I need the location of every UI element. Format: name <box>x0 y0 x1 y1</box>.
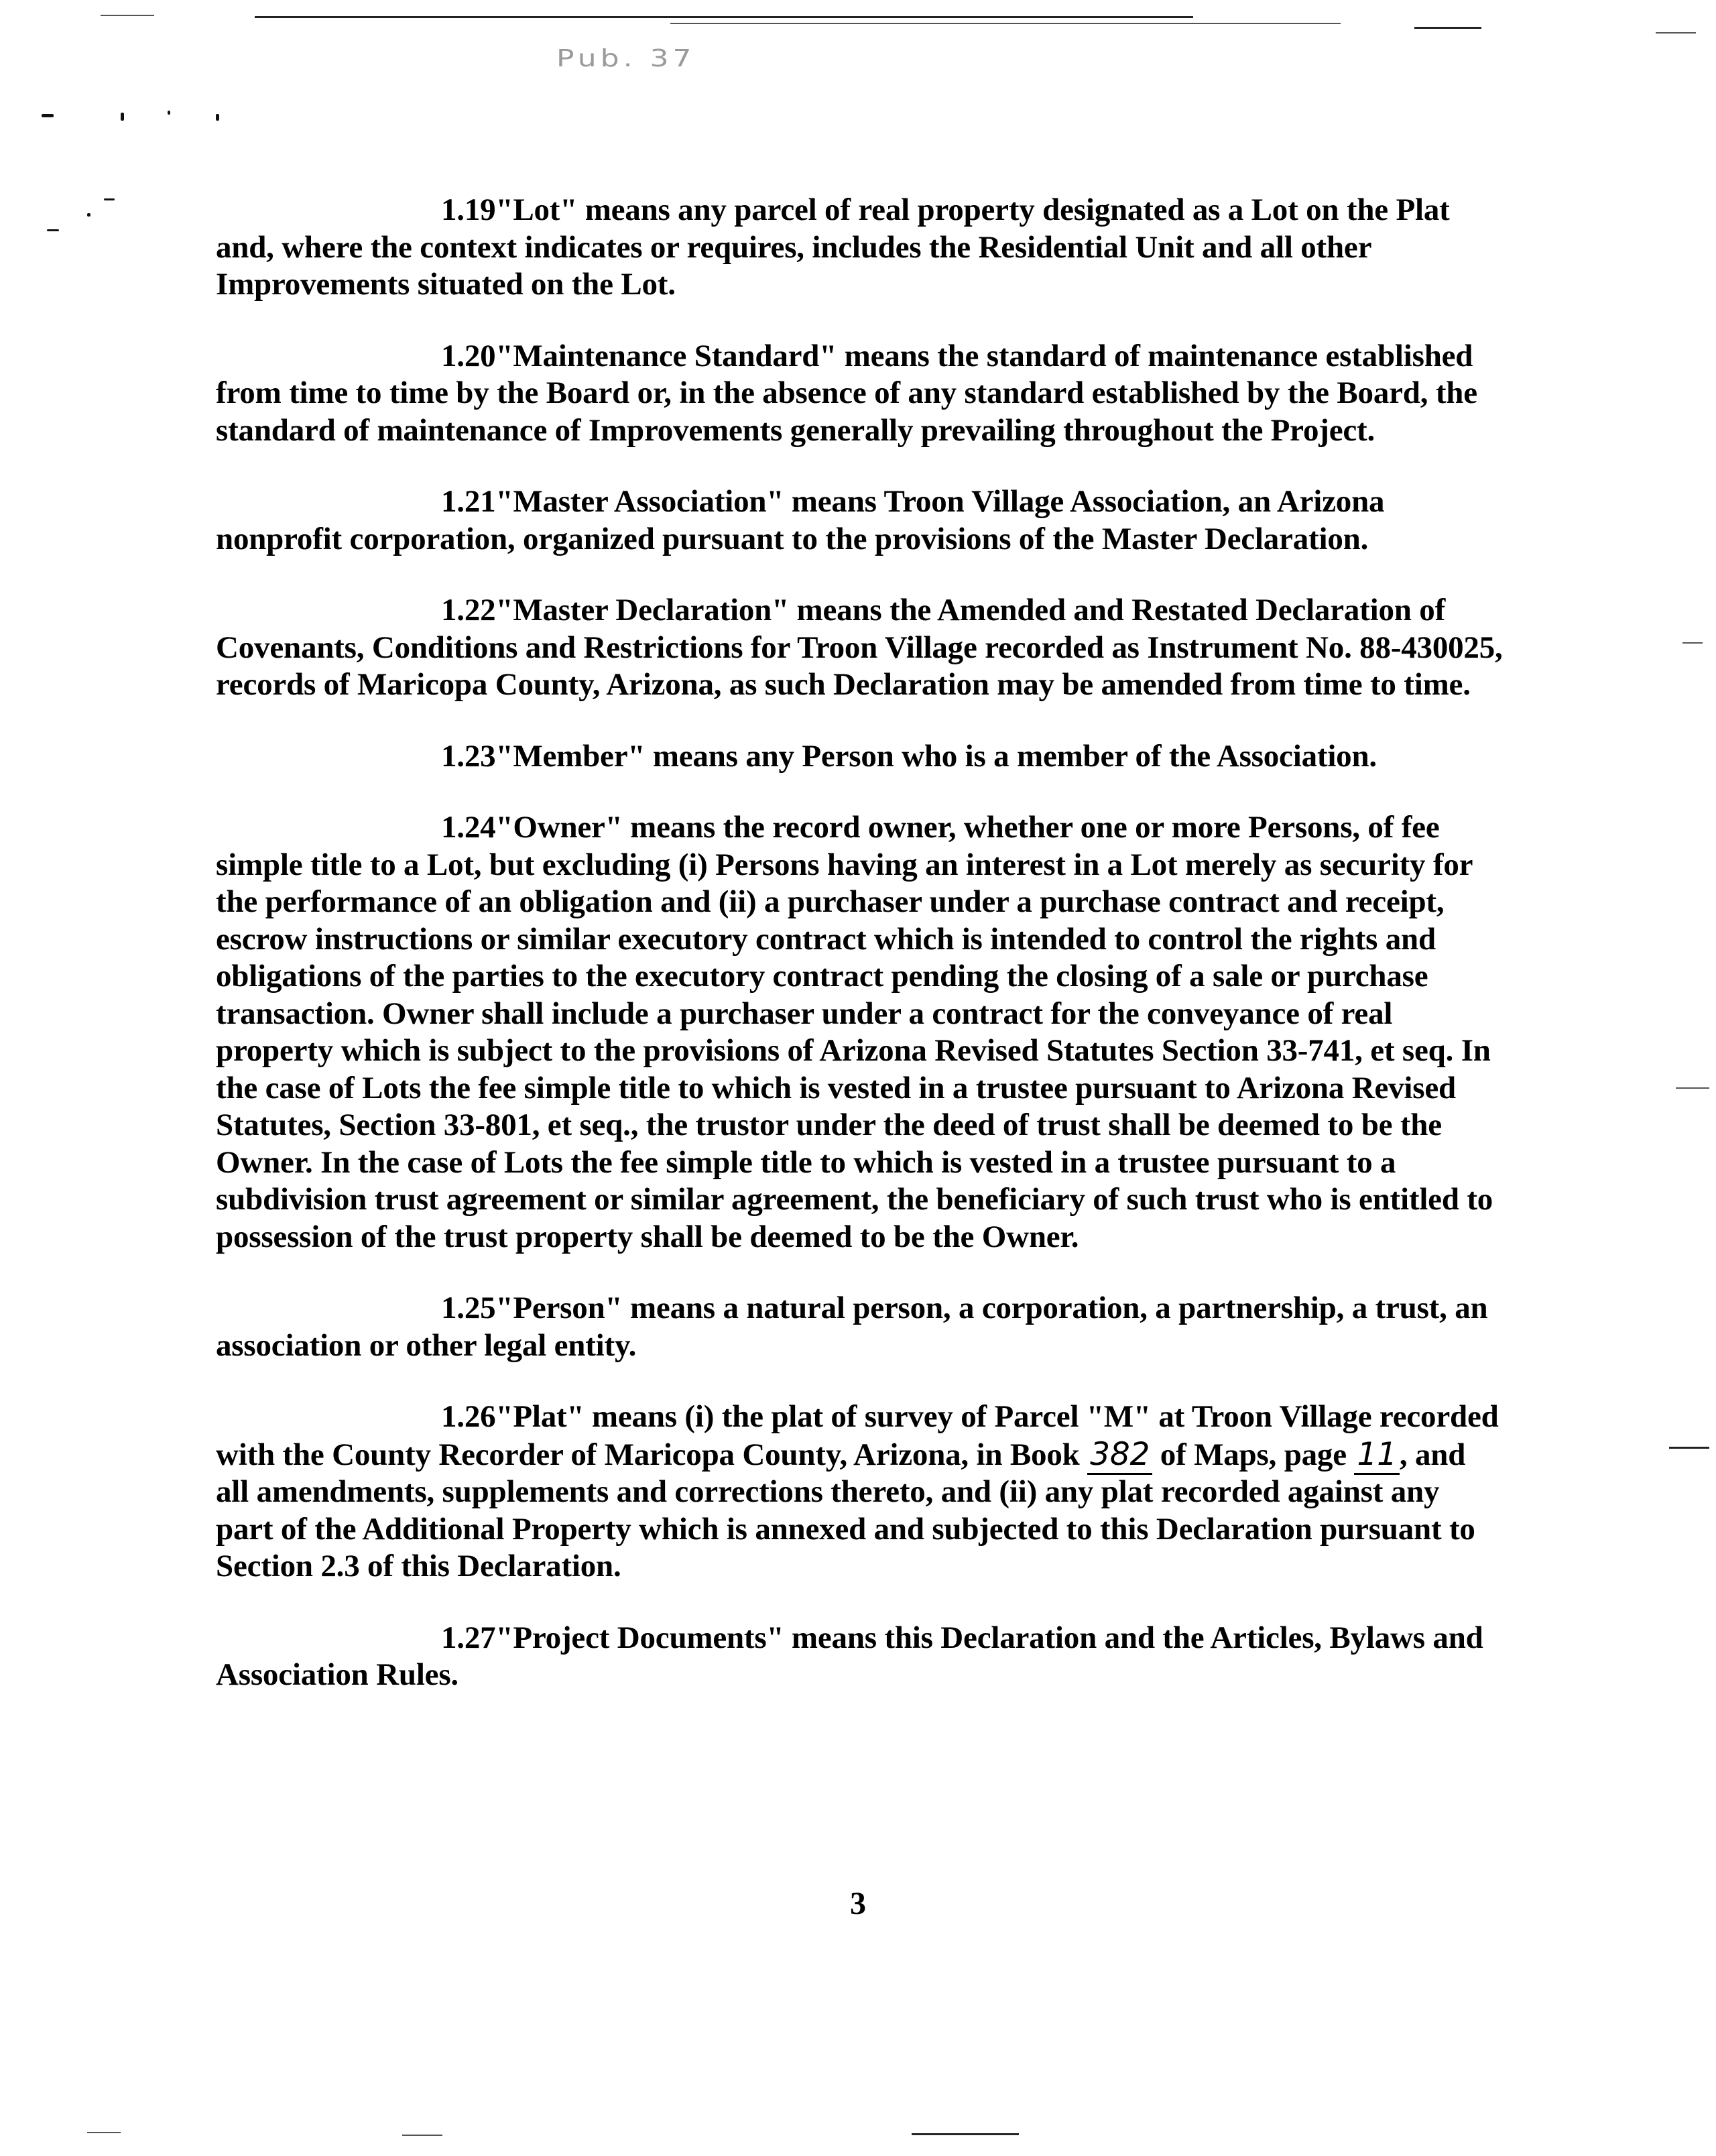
scan-line <box>255 16 1193 18</box>
document-body <box>216 192 1503 1728</box>
section-number: 1.22 <box>441 593 496 627</box>
section-number: 1.26 <box>441 1399 496 1434</box>
handwritten-book-number: 382 <box>1087 1436 1152 1475</box>
scan-speck <box>121 113 124 121</box>
definition-1-24 <box>216 809 1503 1256</box>
definition-1-23 <box>216 738 1503 776</box>
scan-line <box>87 2132 121 2133</box>
scan-line <box>912 2133 1019 2135</box>
definition-1-25 <box>216 1290 1503 1364</box>
handwritten-page-number: 11 <box>1354 1436 1399 1475</box>
definition-text: "Maintenance Standard" means the standard of maintenance established from time to time by the Board or, in the absence of any standard established by the Board, the standard of maintenance of Improvements generally prevailing throughout the Project. <box>216 338 1477 448</box>
definition-1-20 <box>216 338 1503 450</box>
scan-line <box>402 2135 442 2136</box>
scan-line <box>1676 1087 1709 1089</box>
definition-1-22 <box>216 592 1503 704</box>
definition-1-19 <box>216 192 1503 304</box>
definition-text: "Project Documents" means this Declaration and the Articles, Bylaws and Association Rules. <box>216 1620 1483 1692</box>
definition-1-26 <box>216 1398 1503 1585</box>
definition-text: "Plat" means (i) the plat of survey of Parcel "M" at Troon Village recorded with the County Recorder of Maricopa County, Arizona, in Book <box>216 1399 1499 1472</box>
section-number: 1.23 <box>441 738 496 774</box>
scan-speck <box>104 198 115 200</box>
scan-speck <box>87 213 90 217</box>
page-number: 3 <box>850 1886 866 1921</box>
definition-text: "Member" means any Person who is a member of the Association. <box>495 738 1377 774</box>
scan-line <box>101 15 154 16</box>
definition-text: "Master Association" means Troon Village Association, an Arizona nonprofit corporation, organized pursuant to the provisions of the Master Declaration. <box>216 484 1385 556</box>
section-number: 1.24 <box>441 810 496 845</box>
section-number: 1.20 <box>441 338 496 373</box>
scan-line <box>1669 1447 1709 1449</box>
scan-line <box>1656 32 1696 34</box>
scan-speck <box>216 114 219 121</box>
definition-text: "Lot" means any parcel of real property designated as a Lot on the Plat and, where the context indicates or requires, includes the Residential Unit and all other Improvements situated on the Lot. <box>216 192 1450 302</box>
definition-text: "Master Declaration" means the Amended and Restated Declaration of Covenants, Conditions and Restrictions for Troon Village recorded as Instrument No. 88-430025, records of Maricopa County, Arizona, as such Declaration may be amended from time to time. <box>216 593 1503 702</box>
section-number: 1.25 <box>441 1291 496 1325</box>
scan-line <box>1414 27 1481 29</box>
definition-1-21 <box>216 483 1503 558</box>
scan-line <box>1682 642 1703 644</box>
definition-text: of Maps, page <box>1160 1437 1347 1472</box>
scan-speck <box>168 111 170 115</box>
definition-text: , and all amendments, supplements and corrections thereto, and (ii) any plat recorded against any part of the Additional Property which is annexed and subjected to this Declaration pursuant to Section 2.3 of this Declaration. <box>216 1437 1475 1583</box>
section-number: 1.21 <box>441 484 496 519</box>
scan-line <box>670 23 1341 24</box>
definition-text: "Owner" means the record owner, whether one or more Persons, of fee simple title to a Lot, but excluding (i) Persons having an interest in a Lot merely as security for the performance of an obligation and (ii) a purchaser under a purchase contract and receipt, escrow instructions or similar executory contract which is intended to control the rights and obligations of the parties to the executory contract pending the closing of a sale or purchase transaction. Owner shall include a purchaser under a contract for the conveyance of real property which is subject to the provisions of Arizona Revised Statutes Section 33-741, et seq. In the case of Lots the fee simple title to which is vested in a trustee pursuant to Arizona Revised Statutes, Section 33-801, et seq., the trustor under the deed of trust shall be deemed to be the Owner. In the case of Lots the fee simple title to which is vested in a trustee pursuant to a subdivision trust agreement or similar agreement, the beneficiary of such trust who is entitled to possession of the trust property shall be deemed to be the Owner. <box>216 810 1493 1254</box>
definition-text: "Person" means a natural person, a corporation, a partnership, a trust, an association or other legal entity. <box>216 1291 1488 1363</box>
scan-speck <box>47 229 59 231</box>
scan-speck <box>42 114 54 117</box>
section-number: 1.19 <box>441 192 496 227</box>
header-stamp: Pub. 37 <box>556 45 696 72</box>
section-number: 1.27 <box>441 1620 496 1655</box>
definition-1-27 <box>216 1620 1503 1694</box>
